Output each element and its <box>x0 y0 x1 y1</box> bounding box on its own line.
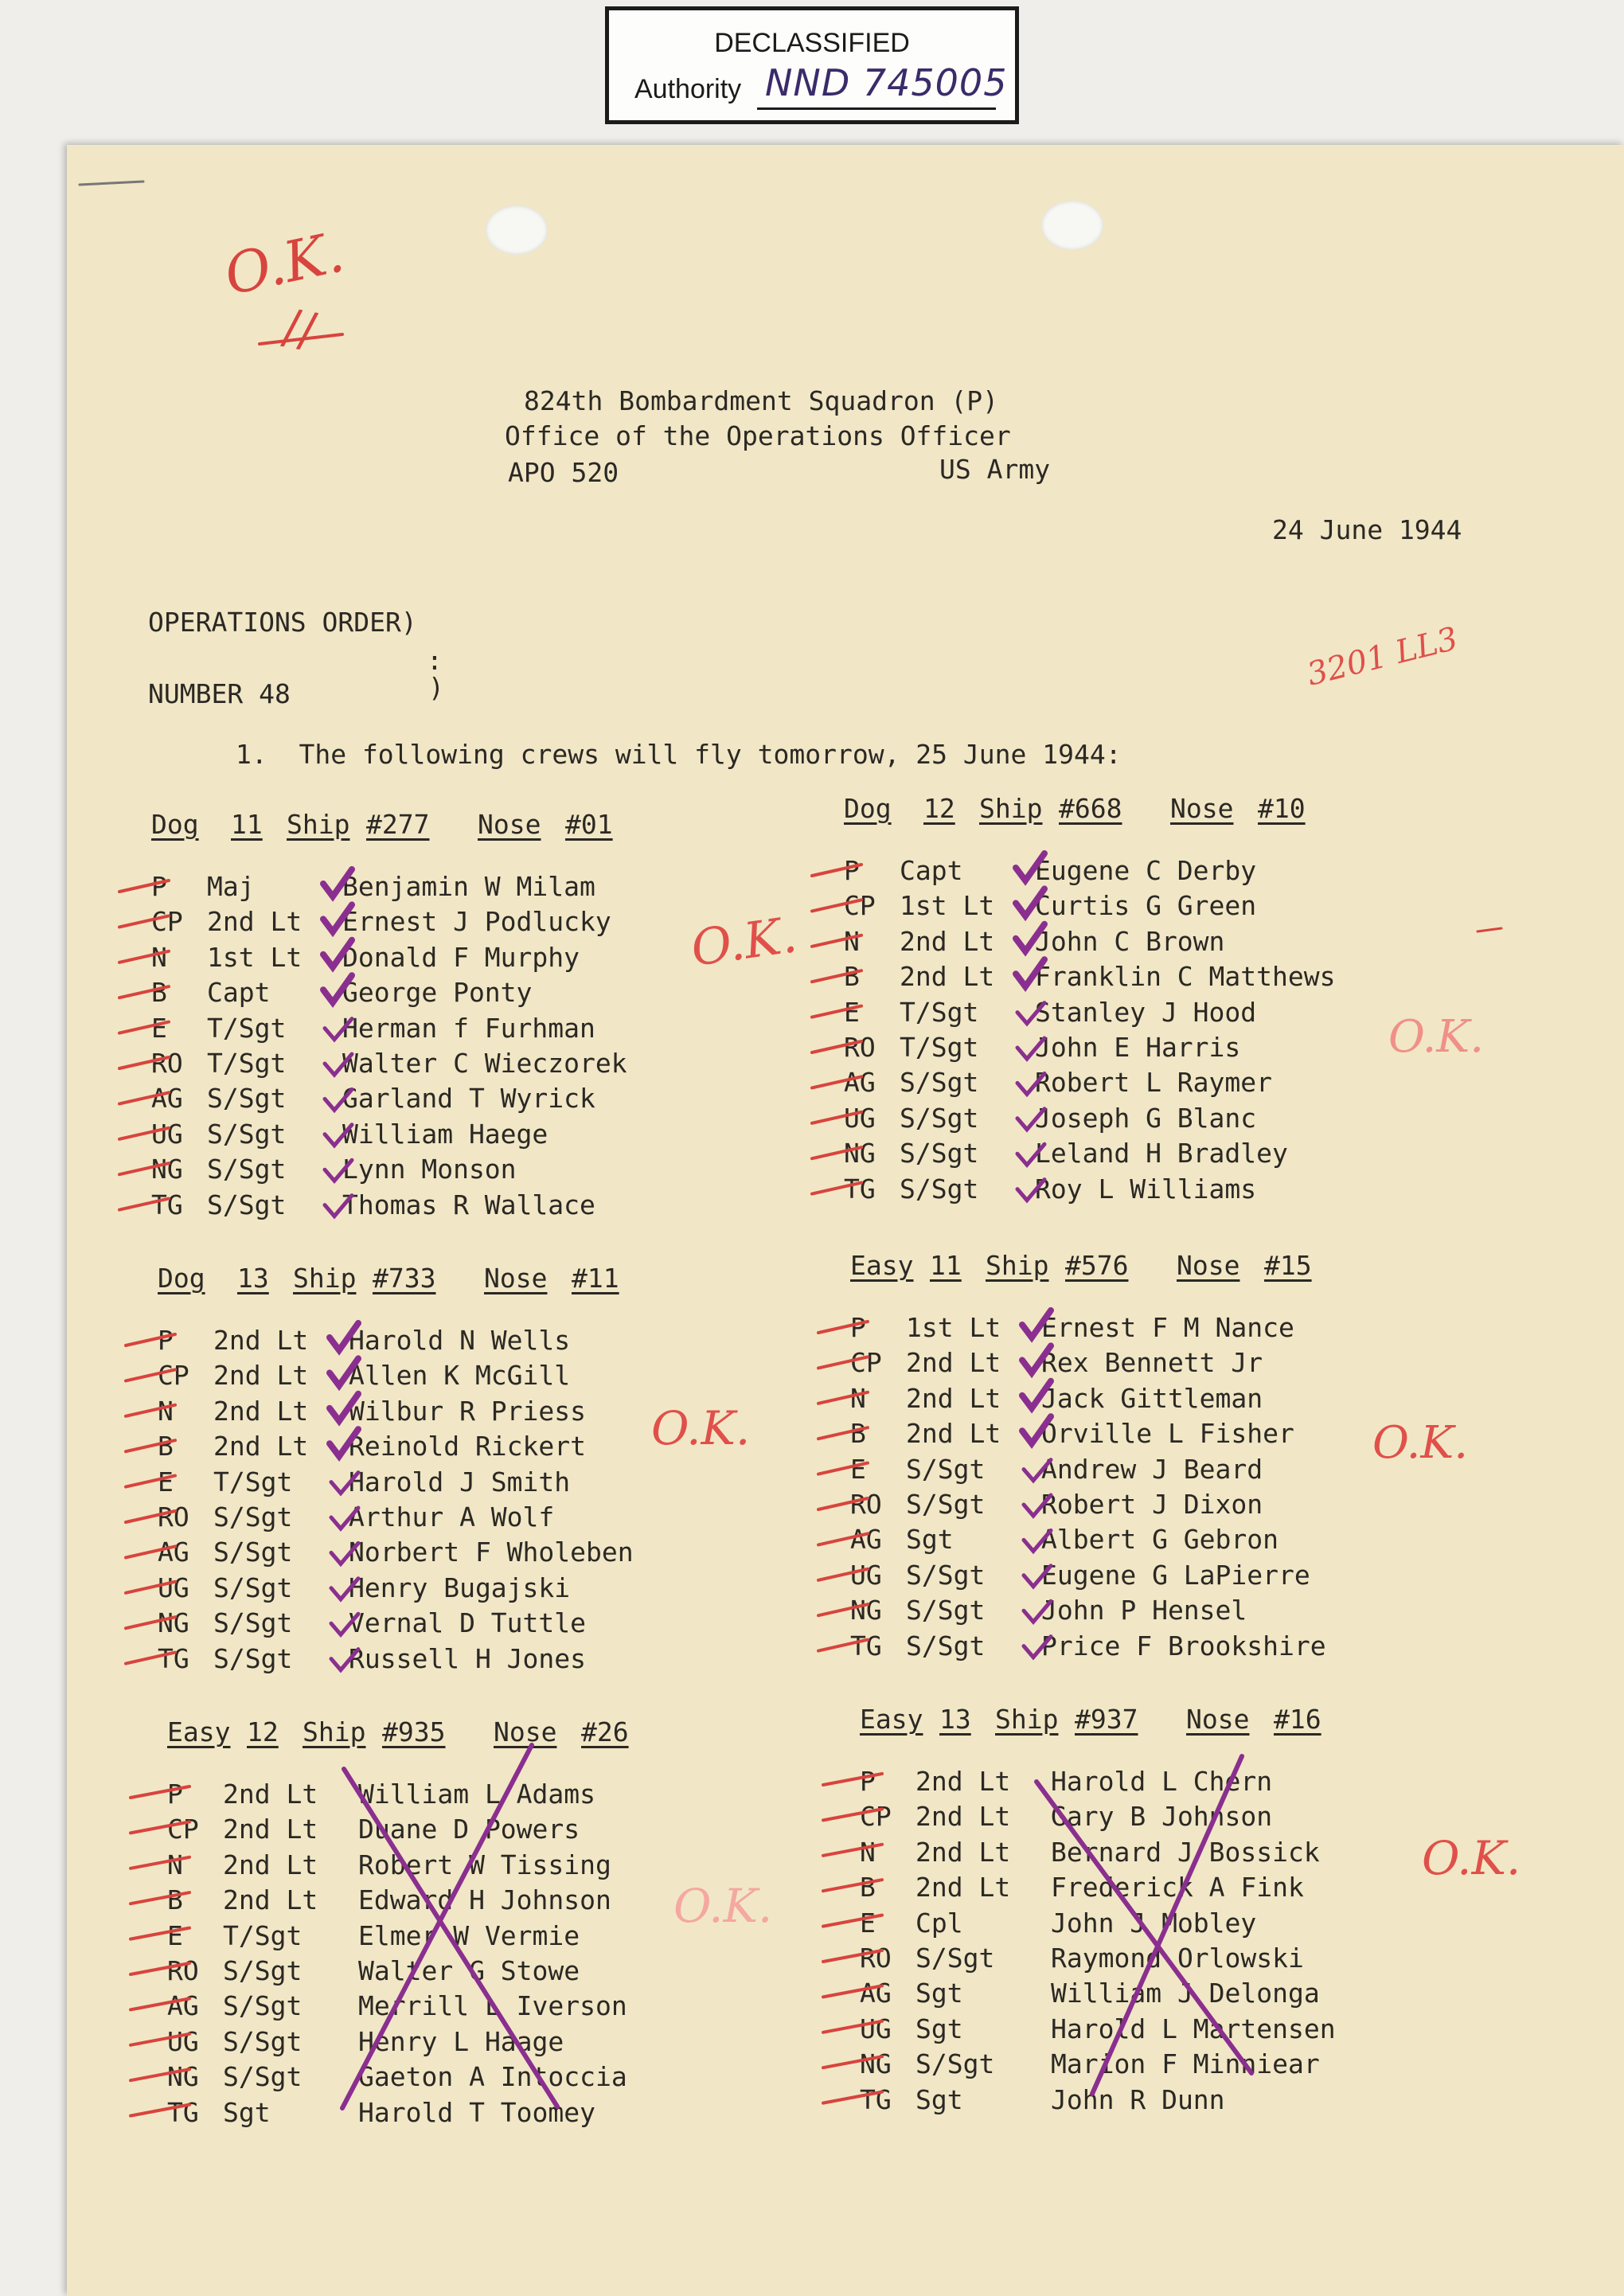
crew-number: 11 <box>231 809 263 840</box>
crew-position: P <box>860 1766 876 1797</box>
crew-rank: 2nd Lt <box>915 1801 1011 1833</box>
crew-position: B <box>860 1872 876 1904</box>
ok-annotation-dog-13: O.K. <box>651 1401 751 1455</box>
crew-rank: Capt <box>900 855 963 886</box>
crew-position: NG <box>151 1154 183 1185</box>
crew-rank: Cpl <box>915 1907 963 1939</box>
crew-name: Herman f Furhman <box>342 1012 595 1044</box>
crew-name: Elmer W Vermie <box>358 1919 580 1951</box>
crew-position: TG <box>850 1630 882 1661</box>
crew-rank: S/Sgt <box>900 1067 979 1099</box>
crew-rank: T/Sgt <box>900 1032 979 1063</box>
stamp-underline <box>757 107 996 110</box>
crew-rank: 2nd Lt <box>223 1814 318 1845</box>
crew-position: N <box>158 1395 174 1427</box>
crew-name: Franklin C Matthews <box>1035 961 1336 993</box>
punch-hole <box>486 205 548 255</box>
crew-rank: 2nd Lt <box>915 1872 1011 1904</box>
crew-name: Garland T Wyrick <box>342 1083 595 1115</box>
crew-rank: S/Sgt <box>223 1955 303 1986</box>
crew-position: TG <box>167 2096 199 2128</box>
crew-rank: S/Sgt <box>900 1173 979 1205</box>
nose-label: Nose <box>1177 1250 1240 1281</box>
order-number: NUMBER 48 <box>148 678 291 709</box>
crew-flight: Easy <box>167 1716 231 1747</box>
crew-rank: S/Sgt <box>207 1189 287 1220</box>
crew-rank: S/Sgt <box>207 1118 287 1150</box>
crew-name: Curtis G Green <box>1035 890 1257 922</box>
crew-name: Eugene C Derby <box>1035 855 1257 886</box>
ship-label: Ship <box>303 1716 366 1747</box>
crew-position: RO <box>158 1501 189 1533</box>
crew-position: N <box>850 1382 866 1414</box>
crew-position: P <box>167 1779 183 1810</box>
crew-name: Marion F Minniear <box>1051 2048 1320 2080</box>
crew-rank: 2nd Lt <box>213 1325 309 1356</box>
ship-number: #733 <box>373 1263 436 1294</box>
crew-name: Frederick A Fink <box>1051 1872 1304 1904</box>
approval-slashes: // <box>279 299 321 359</box>
crew-name: Donald F Murphy <box>342 941 580 973</box>
crew-rank: S/Sgt <box>213 1642 293 1674</box>
crew-number: 12 <box>923 793 955 824</box>
crew-position: NG <box>167 2061 199 2093</box>
crew-name: Rex Bennett Jr <box>1041 1347 1263 1379</box>
crew-rank: T/Sgt <box>223 1919 303 1951</box>
crew-rank: Sgt <box>915 1978 963 2009</box>
crew-name: Joseph G Blanc <box>1035 1102 1257 1134</box>
crew-position: P <box>158 1325 174 1356</box>
stamp-code: NND 745005 <box>765 61 1008 104</box>
declassified-stamp <box>605 6 1019 124</box>
nose-number: #01 <box>565 809 613 840</box>
ok-annotation-easy-13: O.K. <box>1422 1831 1521 1885</box>
crew-position: CP <box>167 1814 199 1845</box>
crew-name: Robert W Tissing <box>358 1849 611 1880</box>
crew-name: Harold L Chern <box>1051 1766 1273 1797</box>
crew-name: Harold T Toomey <box>358 2096 596 2128</box>
crew-rank: Sgt <box>915 2013 963 2044</box>
crew-rank: 2nd Lt <box>915 1836 1011 1868</box>
stamp-heading: DECLASSIFIED <box>714 28 910 58</box>
crew-rank: 2nd Lt <box>207 906 303 938</box>
stamp-label: Authority <box>634 74 742 104</box>
crew-name: Benjamin W Milam <box>342 871 595 902</box>
crew-position: TG <box>844 1173 876 1205</box>
crew-name: Harold J Smith <box>349 1466 571 1497</box>
crew-position: AG <box>167 1990 199 2022</box>
crew-rank: S/Sgt <box>207 1154 287 1185</box>
crew-rank: 2nd Lt <box>223 1849 318 1880</box>
crew-position: RO <box>167 1955 199 1986</box>
crew-name: Duane D Powers <box>358 1814 580 1845</box>
crew-flight: Easy <box>850 1250 914 1281</box>
crew-rank: S/Sgt <box>906 1559 986 1591</box>
crew-position: CP <box>850 1347 882 1379</box>
nose-label: Nose <box>484 1263 548 1294</box>
crew-name: Gaeton A Intoccia <box>358 2061 627 2093</box>
crew-name: Russell H Jones <box>349 1642 587 1674</box>
crew-name: John E Harris <box>1035 1032 1241 1063</box>
crew-name: Leland H Bradley <box>1035 1138 1288 1169</box>
crew-position: B <box>850 1418 866 1450</box>
crew-name: John P Hensel <box>1041 1595 1247 1626</box>
crew-name: Henry Bugajski <box>349 1572 571 1603</box>
crew-rank: 2nd Lt <box>213 1431 309 1462</box>
crew-rank: 2nd Lt <box>906 1347 1001 1379</box>
ok-annotation-easy-11: O.K. <box>1388 1011 1485 1063</box>
crew-position: NG <box>860 2048 892 2080</box>
crew-position: AG <box>844 1067 876 1099</box>
office-name: Office of the Operations Officer <box>505 420 1011 451</box>
crew-flight: Dog <box>158 1263 205 1294</box>
crew-position: UG <box>850 1559 882 1591</box>
ship-label: Ship <box>287 809 350 840</box>
crew-flight: Dog <box>844 793 892 824</box>
crew-position: E <box>167 1919 183 1951</box>
crew-rank: S/Sgt <box>915 2048 995 2080</box>
crew-number: 11 <box>930 1250 962 1281</box>
crew-position: E <box>158 1466 174 1497</box>
crew-position: E <box>151 1012 167 1044</box>
crew-name: Norbert F Wholeben <box>349 1537 634 1568</box>
crew-name: Albert G Gebron <box>1041 1524 1279 1556</box>
crew-position: AG <box>158 1537 189 1568</box>
crew-number: 12 <box>247 1716 279 1747</box>
punch-hole <box>1041 201 1103 250</box>
crew-rank: 2nd Lt <box>906 1382 1001 1414</box>
nose-number: #10 <box>1258 793 1306 824</box>
crew-name: William L Adams <box>358 1779 596 1810</box>
crew-name: Raymond Orlowski <box>1051 1943 1304 1974</box>
crew-flight: Easy <box>860 1704 923 1735</box>
crew-rank: 2nd Lt <box>213 1395 309 1427</box>
crew-rank: T/Sgt <box>207 1048 287 1079</box>
crew-rank: 2nd Lt <box>900 925 995 957</box>
crew-number: 13 <box>237 1263 269 1294</box>
crew-rank: S/Sgt <box>900 1138 979 1169</box>
crew-name: George Ponty <box>342 977 533 1009</box>
crew-name: Edward H Johnson <box>358 1884 611 1916</box>
crew-rank: S/Sgt <box>223 1990 303 2022</box>
crew-name: Walter C Wieczorek <box>342 1048 627 1079</box>
crew-rank: 2nd Lt <box>915 1766 1011 1797</box>
crew-position: N <box>151 941 167 973</box>
crew-position: NG <box>850 1595 882 1626</box>
crew-name: Walter G Stowe <box>358 1955 580 1986</box>
crew-position: N <box>860 1836 876 1868</box>
crew-position: UG <box>167 2025 199 2057</box>
crew-name: Thomas R Wallace <box>342 1189 595 1220</box>
crew-name: Harold L Martensen <box>1051 2013 1336 2044</box>
army-label: US Army <box>939 454 1051 485</box>
ship-label: Ship <box>995 1704 1059 1735</box>
ok-annotation-easy-12: O.K. <box>673 1879 773 1933</box>
crew-position: E <box>844 996 860 1028</box>
crew-name: Harold N Wells <box>349 1325 571 1356</box>
nose-number: #16 <box>1274 1704 1321 1735</box>
crew-rank: T/Sgt <box>900 996 979 1028</box>
crew-rank: Capt <box>207 977 271 1009</box>
order-paren: ) <box>428 672 444 703</box>
crew-position: RO <box>860 1943 892 1974</box>
crew-position: CP <box>844 890 876 922</box>
crew-name: John J Mobley <box>1051 1907 1257 1939</box>
crew-position: B <box>151 977 167 1009</box>
crew-position: NG <box>844 1138 876 1169</box>
crew-name: Vernal D Tuttle <box>349 1607 587 1639</box>
crew-name: Gary B Johnson <box>1051 1801 1273 1833</box>
crew-rank: 1st Lt <box>900 890 995 922</box>
crew-name: John R Dunn <box>1051 2083 1225 2115</box>
crew-name: John C Brown <box>1035 925 1225 957</box>
crew-position: TG <box>158 1642 189 1674</box>
crew-number: 13 <box>939 1704 971 1735</box>
crew-rank: 2nd Lt <box>213 1360 309 1392</box>
ok-annotation-easy-11-right: O.K. <box>1372 1417 1469 1469</box>
crew-position: TG <box>151 1189 183 1220</box>
ship-number: #668 <box>1059 793 1122 824</box>
crew-rank: S/Sgt <box>213 1572 293 1603</box>
order-date: 24 June 1944 <box>1272 514 1462 545</box>
crew-position: AG <box>151 1083 183 1115</box>
crew-rank: 2nd Lt <box>223 1884 318 1916</box>
crew-position: E <box>850 1453 866 1485</box>
crew-position: CP <box>158 1360 189 1392</box>
scribble-annotation: 3201 LL3 <box>1303 620 1462 693</box>
crew-name: William Haege <box>342 1118 548 1150</box>
crew-position: CP <box>151 906 183 938</box>
crew-position: RO <box>844 1032 876 1063</box>
crew-position: UG <box>158 1572 189 1603</box>
crew-position: AG <box>860 1978 892 2009</box>
crew-name: Robert L Raymer <box>1035 1067 1273 1099</box>
crew-rank: S/Sgt <box>223 2025 303 2057</box>
crew-position: N <box>167 1849 183 1880</box>
crew-rank: 1st Lt <box>207 941 303 973</box>
crew-rank: 1st Lt <box>906 1312 1001 1343</box>
crew-rank: T/Sgt <box>207 1012 287 1044</box>
operations-order-label: OPERATIONS ORDER) <box>148 607 417 638</box>
crew-position: RO <box>850 1489 882 1520</box>
crew-rank: S/Sgt <box>213 1537 293 1568</box>
crew-name: Andrew J Beard <box>1041 1453 1263 1485</box>
crew-name: Roy L Williams <box>1035 1173 1257 1205</box>
crew-rank: T/Sgt <box>213 1466 293 1497</box>
crew-rank: S/Sgt <box>223 2061 303 2093</box>
crew-rank: S/Sgt <box>213 1607 293 1639</box>
crew-rank: 2nd Lt <box>906 1418 1001 1450</box>
ship-label: Ship <box>986 1250 1049 1281</box>
crew-position: TG <box>860 2083 892 2115</box>
crew-name: Ernest F M Nance <box>1041 1312 1294 1343</box>
crew-rank: S/Sgt <box>906 1630 986 1661</box>
ship-number: #937 <box>1075 1704 1138 1735</box>
crew-position: NG <box>158 1607 189 1639</box>
crew-name: Ernest J Podlucky <box>342 906 611 938</box>
ship-label: Ship <box>979 793 1043 824</box>
crew-name: Lynn Monson <box>342 1154 517 1185</box>
crew-rank: S/Sgt <box>906 1595 986 1626</box>
crew-position: UG <box>844 1102 876 1134</box>
ship-number: #935 <box>382 1716 446 1747</box>
ship-number: #576 <box>1065 1250 1129 1281</box>
crew-name: William J Delonga <box>1051 1978 1320 2009</box>
ship-number: #277 <box>366 809 430 840</box>
crew-rank: Sgt <box>915 2083 963 2115</box>
crew-position: P <box>151 871 167 902</box>
nose-label: Nose <box>1170 793 1234 824</box>
squadron-name: 824th Bombardment Squadron (P) <box>524 385 999 416</box>
crew-name: Wilbur R Priess <box>349 1395 587 1427</box>
ship-label: Ship <box>293 1263 357 1294</box>
nose-label: Nose <box>1186 1704 1250 1735</box>
apo-number: APO 520 <box>508 457 619 488</box>
ok-annotation-dog-12: O.K. <box>687 905 801 978</box>
nose-number: #15 <box>1264 1250 1312 1281</box>
crew-rank: S/Sgt <box>906 1489 986 1520</box>
crew-position: UG <box>860 2013 892 2044</box>
crew-name: Bernard J Bossick <box>1051 1836 1320 1868</box>
crew-name: Price F Brookshire <box>1041 1630 1326 1661</box>
crew-name: Robert J Dixon <box>1041 1489 1263 1520</box>
crew-rank: 2nd Lt <box>223 1779 318 1810</box>
crew-name: Stanley J Hood <box>1035 996 1257 1028</box>
nose-label: Nose <box>494 1716 557 1747</box>
crew-position: B <box>844 961 860 993</box>
crew-name: Jack Gittleman <box>1041 1382 1263 1414</box>
crew-rank: Sgt <box>906 1524 954 1556</box>
crew-name: Reinold Rickert <box>349 1431 587 1462</box>
crew-name: Henry L Haage <box>358 2025 564 2057</box>
crew-name: Orville L Fisher <box>1041 1418 1294 1450</box>
crew-position: B <box>158 1431 174 1462</box>
crew-position: P <box>850 1312 866 1343</box>
nose-label: Nose <box>478 809 541 840</box>
nose-number: #26 <box>581 1716 629 1747</box>
crew-position: RO <box>151 1048 183 1079</box>
crew-position: UG <box>151 1118 183 1150</box>
crew-position: B <box>167 1884 183 1916</box>
crew-rank: S/Sgt <box>207 1083 287 1115</box>
crew-rank: Sgt <box>223 2096 271 2128</box>
ok-annotation-top: O.K. <box>219 219 349 308</box>
crew-rank: 2nd Lt <box>900 961 995 993</box>
crew-position: E <box>860 1907 876 1939</box>
crew-name: Eugene G LaPierre <box>1041 1559 1310 1591</box>
crew-name: Arthur A Wolf <box>349 1501 555 1533</box>
order-item-1: 1. The following crews will fly tomorrow, 25 June 1944: <box>236 739 1122 770</box>
crew-name: Allen K McGill <box>349 1360 571 1392</box>
crew-rank: S/Sgt <box>213 1501 293 1533</box>
crew-position: N <box>844 925 860 957</box>
crew-rank: S/Sgt <box>906 1453 986 1485</box>
crew-rank: S/Sgt <box>900 1102 979 1134</box>
nose-number: #11 <box>572 1263 619 1294</box>
crew-name: Merrill L Iverson <box>358 1990 627 2022</box>
order-colon: : <box>427 645 443 676</box>
crew-position: P <box>844 855 860 886</box>
crew-rank: Maj <box>207 871 255 902</box>
crew-flight: Dog <box>151 809 199 840</box>
crew-position: CP <box>860 1801 892 1833</box>
crew-rank: S/Sgt <box>915 1943 995 1974</box>
crew-position: AG <box>850 1524 882 1556</box>
